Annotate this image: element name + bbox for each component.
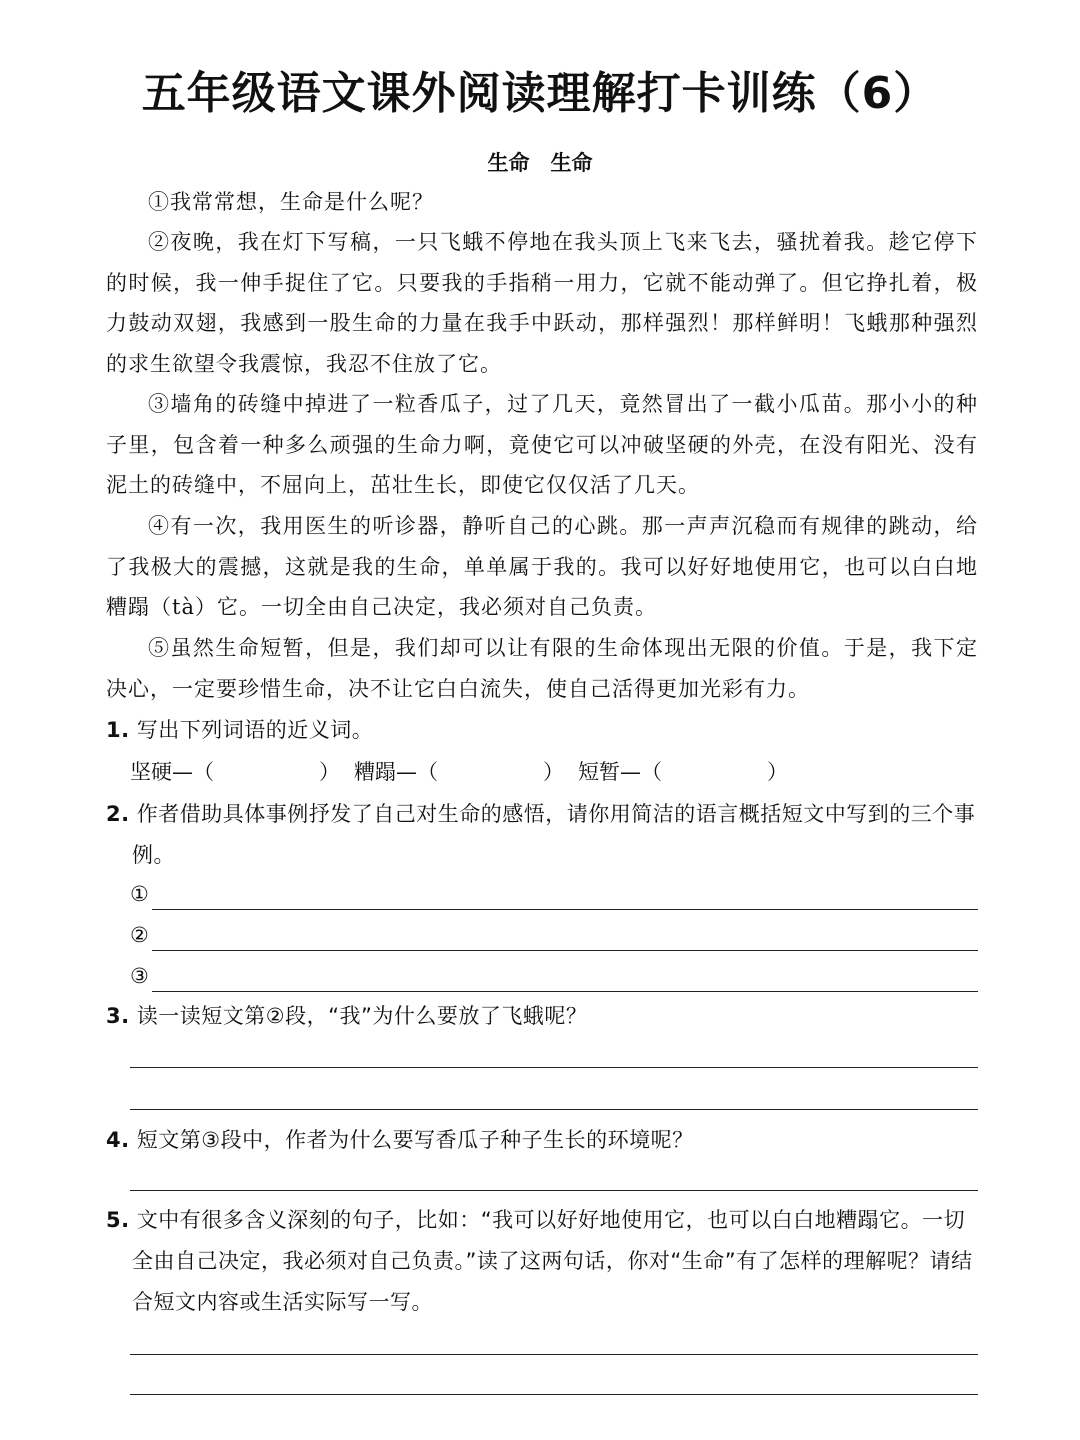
question-number: 1. [106, 718, 130, 742]
question-number: 3. [106, 1004, 130, 1028]
question-4 [106, 1120, 980, 1161]
question-2 [106, 794, 980, 876]
paragraph-5: ⑤虽然生命短暂，但是，我们却可以让有限的生命体现出无限的价值。于是，我下定决心，一定要珍惜生命，决不让它白白流失，使自己活得更加光彩有力。 [106, 636, 978, 701]
question-text: 文中有很多含义深刻的句子，比如：“我可以好好地使用它，也可以白白地糟蹋它。一切全由自己决定，我必须对自己负责。”读了这两句话，你对“生命”有了怎样的理解呢？请结合短文内容或生活实际写一写。 [132, 1208, 973, 1314]
paragraph-2: ②夜晚，我在灯下写稿，一只飞蛾不停地在我头顶上飞来飞去，骚扰着我。趁它停下的时候，我一伸手捉住了它。只要我的手指稍一用力，它就不能动弹了。但它挣扎着，极力鼓动双翅，我感到一股生命的力量在我手中跃动，那样强烈！那样鲜明！飞蛾那种强烈的求生欲望令我震惊，我忍不住放了它。 [106, 230, 978, 376]
circled-number: ③ [130, 964, 149, 988]
answer-line-3[interactable] [130, 956, 978, 996]
circled-number: ① [130, 882, 149, 906]
answer-line[interactable] [130, 1067, 978, 1068]
answer-line-2[interactable] [130, 915, 978, 955]
paragraph-1: ①我常常想，生命是什么呢？ [148, 190, 434, 214]
question-text: 写出下列词语的近义词。 [136, 718, 374, 742]
answer-line-1[interactable] [130, 874, 978, 914]
worksheet-title: 五年级语文课外阅读理解打卡训练（6） [141, 68, 939, 119]
paragraph-3: ③墙角的砖缝中掉进了一粒香瓜子，过了几天，竟然冒出了一截小瓜苗。那小小的种子里，包含着一种多么顽强的生命力啊，竟使它可以冲破坚硬的外壳，在没有阳光、没有泥土的砖缝中，不屈向上，茁壮生长，即使它仅仅活了几天。 [106, 392, 978, 497]
question-number: 4. [106, 1128, 130, 1152]
question-number: 5. [106, 1208, 130, 1232]
question-3 [106, 996, 980, 1037]
paragraph-4: ④有一次，我用医生的听诊器，静听自己的心跳。那一声声沉稳而有规律的跳动，给了我极大的震撼，这就是我的生命，单单属于我的。我可以好好地使用它，也可以白白地糟蹋（tà）它。一切全由自己决定，我必须对自己负责。 [106, 514, 978, 619]
answer-rule [152, 991, 978, 992]
synonym-item[interactable]: 坚硬—（ ） [130, 760, 340, 784]
synonym-item[interactable]: 糟蹋—（ ） [354, 760, 564, 784]
answer-line[interactable] [130, 1109, 978, 1110]
question-5 [106, 1200, 980, 1323]
answer-rule [152, 909, 978, 910]
question-text: 短文第③段中，作者为什么要写香瓜子种子生长的环境呢？ [136, 1128, 694, 1152]
question-1 [106, 710, 980, 751]
passage-title: 生命 生命 [487, 151, 593, 175]
question-text: 作者借助具体事例抒发了自己对生命的感悟，请你用简洁的语言概括短文中写到的三个事例。 [132, 802, 976, 867]
answer-rule [152, 950, 978, 951]
question-text: 读一读短文第②段，“我”为什么要放了飞蛾呢？ [136, 1004, 588, 1028]
answer-line[interactable] [130, 1354, 978, 1355]
answer-line[interactable] [130, 1394, 978, 1395]
answer-line[interactable] [130, 1190, 978, 1191]
question-number: 2. [106, 802, 130, 826]
synonym-item[interactable]: 短暂—（ ） [578, 760, 788, 784]
circled-number: ② [130, 923, 149, 947]
